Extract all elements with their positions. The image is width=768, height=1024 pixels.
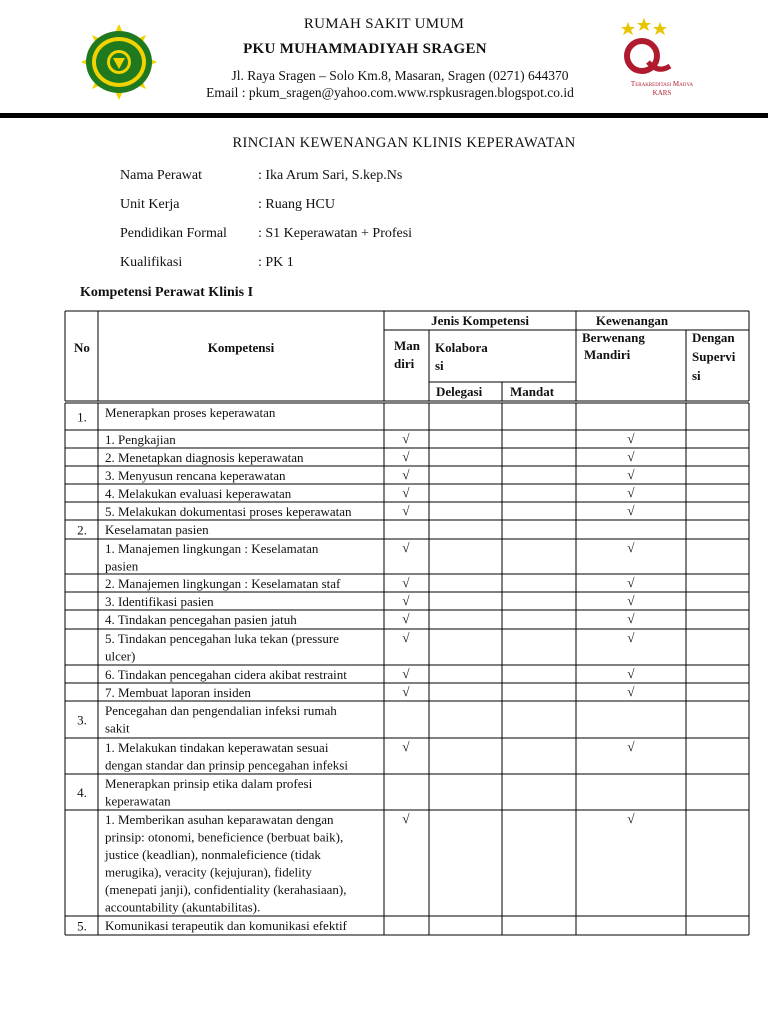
check-mark-berwenang: √	[627, 467, 635, 482]
row-competency-text: Keselamatan pasien	[105, 522, 209, 537]
row-competency-text: Menerapkan prinsip etika dalam profesi	[105, 776, 313, 791]
check-mark-mandiri: √	[402, 449, 410, 464]
row-competency-text: Komunikasi terapeutik dan komunikasi efektif	[105, 918, 347, 933]
header-jenis-kompetensi: Jenis Kompetensi	[431, 313, 529, 328]
check-mark-berwenang: √	[627, 684, 635, 699]
hospital-name-line1: RUMAH SAKIT UMUM	[303, 16, 465, 32]
row-competency-text: (menepati janji), confidentiality (kerahasiaan),	[105, 882, 347, 897]
header-mandat: Mandat	[510, 384, 555, 399]
row-competency-text: 7. Membuat laporan insiden	[105, 685, 251, 700]
check-mark-mandiri: √	[402, 611, 410, 626]
header-mandiri: diri	[394, 356, 415, 371]
accreditation-line2: KARS	[652, 89, 672, 97]
check-mark-mandiri: √	[402, 503, 410, 518]
header-dengan-supervisi: si	[692, 368, 701, 383]
row-competency-text: 2. Manajemen lingkungan : Keselamatan staf	[105, 576, 341, 591]
hospital-email: Email : pkum_sragen@yahoo.com.www.rspkusragen.blogspot.co.id	[206, 85, 574, 100]
field-value-nama: : Ika Arum Sari, S.kep.Ns	[258, 168, 403, 183]
document-title: RINCIAN KEWENANGAN KLINIS KEPERAWATAN	[232, 135, 576, 151]
check-mark-mandiri: √	[402, 684, 410, 699]
row-competency-text: Pencegahan dan pengendalian infeksi rumah	[105, 703, 337, 718]
field-value-kualifikasi: : PK 1	[258, 255, 294, 270]
row-competency-text: 3. Identifikasi pasien	[105, 594, 214, 609]
check-mark-mandiri: √	[402, 811, 410, 826]
header-berwenang-mandiri: Berwenang	[582, 330, 645, 345]
row-competency-text: 4. Melakukan evaluasi keperawatan	[105, 486, 292, 501]
field-value-unit: : Ruang HCU	[258, 197, 335, 212]
header-dengan-supervisi: Dengan	[692, 330, 735, 345]
header-kewenangan: Kewenangan	[595, 313, 669, 328]
header-no: No	[74, 340, 90, 355]
row-number: 4.	[77, 785, 87, 800]
row-competency-text: Menerapkan proses keperawatan	[105, 405, 276, 420]
field-value-pendidikan: : S1 Keperawatan + Profesi	[258, 226, 413, 241]
row-competency-text: ulcer)	[105, 648, 136, 664]
check-mark-mandiri: √	[402, 485, 410, 500]
header-delegasi: Delegasi	[436, 384, 483, 399]
check-mark-berwenang: √	[627, 611, 635, 626]
check-mark-berwenang: √	[627, 811, 635, 826]
header-berwenang-mandiri: Mandiri	[584, 347, 631, 362]
accreditation-line1: Terakreditasi Madya	[630, 80, 694, 88]
row-competency-text: 5. Melakukan dokumentasi proses keperawatan	[105, 504, 352, 519]
row-competency-text: 4. Tindakan pencegahan pasien jatuh	[105, 612, 297, 627]
row-competency-text: dengan standar dan prinsip pencegahan infeksi	[105, 757, 348, 773]
row-competency-text: merugika), veracity (kejujuran), fidelity	[105, 864, 312, 880]
header-kompetensi: Kompetensi	[207, 340, 275, 355]
check-mark-berwenang: √	[627, 575, 635, 590]
check-mark-mandiri: √	[402, 540, 410, 555]
row-competency-text: accountability (akuntabilitas).	[105, 899, 261, 915]
check-mark-berwenang: √	[627, 666, 635, 681]
row-competency-text: 1. Manajemen lingkungan : Keselamatan	[105, 541, 319, 556]
field-label-pendidikan: Pendidikan Formal	[120, 226, 227, 241]
hospital-address: Jl. Raya Sragen – Solo Km.8, Masaran, Sragen (0271) 644370	[231, 68, 569, 83]
check-mark-mandiri: √	[402, 467, 410, 482]
row-competency-text: 1. Melakukan tindakan keperawatan sesuai	[105, 740, 329, 755]
check-mark-berwenang: √	[627, 503, 635, 518]
row-competency-text: 3. Menyusun rencana keperawatan	[105, 468, 286, 483]
row-competency-text: pasien	[105, 558, 139, 574]
row-competency-text: sakit	[105, 720, 130, 736]
field-label-nama: Nama Perawat	[120, 168, 203, 183]
row-competency-text: 2. Menetapkan diagnosis keperawatan	[105, 450, 304, 465]
row-competency-text: 6. Tindakan pencegahan cidera akibat restraint	[105, 667, 347, 682]
check-mark-mandiri: √	[402, 593, 410, 608]
row-competency-text: prinsip: otonomi, beneficience (berbuat baik),	[105, 829, 344, 845]
row-number: 1.	[77, 409, 87, 425]
hospital-name-line2: PKU MUHAMMADIYAH SRAGEN	[243, 41, 487, 57]
check-mark-mandiri: √	[402, 630, 410, 645]
check-mark-mandiri: √	[402, 431, 410, 446]
check-mark-berwenang: √	[627, 449, 635, 464]
check-mark-mandiri: √	[402, 739, 410, 754]
row-competency-text: 5. Tindakan pencegahan luka tekan (pressure	[105, 631, 339, 646]
row-number: 2.	[77, 522, 87, 538]
check-mark-mandiri: √	[402, 575, 410, 590]
row-competency-text: keperawatan	[105, 793, 171, 809]
header-mandiri: Man	[394, 338, 420, 353]
row-competency-text: 1. Pengkajian	[105, 432, 176, 447]
field-label-kualifikasi: Kualifikasi	[120, 255, 183, 270]
check-mark-berwenang: √	[627, 593, 635, 608]
row-number: 5.	[77, 918, 87, 934]
check-mark-mandiri: √	[402, 666, 410, 681]
header-dengan-supervisi: Supervi	[692, 349, 736, 364]
row-competency-text: 1. Memberikan asuhan keparawatan dengan	[105, 812, 334, 827]
check-mark-berwenang: √	[627, 540, 635, 555]
row-number: 3.	[77, 712, 87, 728]
row-competency-text: justice (keadlian), nonmaleficience (tidak	[105, 847, 321, 862]
check-mark-berwenang: √	[627, 739, 635, 754]
field-label-unit: Unit Kerja	[120, 197, 180, 212]
check-mark-berwenang: √	[627, 431, 635, 446]
check-mark-berwenang: √	[627, 630, 635, 645]
check-mark-berwenang: √	[627, 485, 635, 500]
header-kolaborasi: Kolabora	[435, 340, 488, 355]
header-kolaborasi: si	[435, 358, 444, 373]
section-title: Kompetensi Perawat Klinis I	[80, 285, 254, 300]
